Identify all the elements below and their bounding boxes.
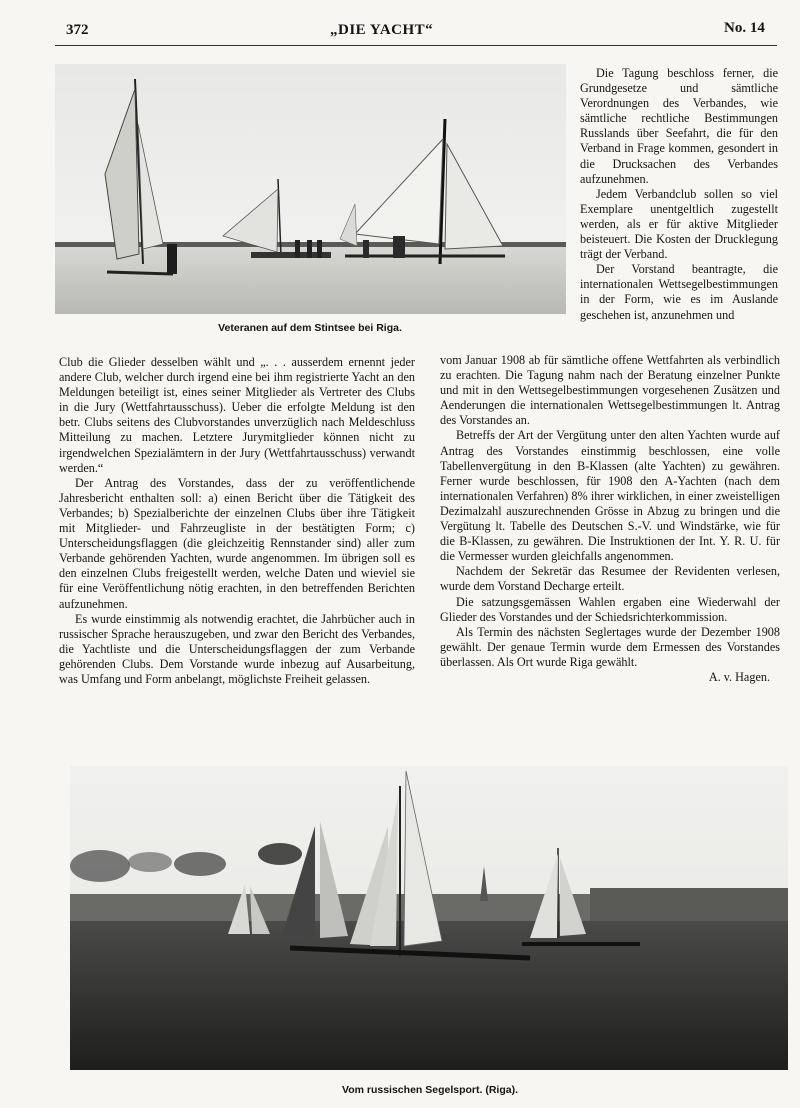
paragraph: vom Januar 1908 ab für sämtliche offene Wettfahrten als verbindlich zu erachten. Die Tagung nahm nach der Beratung einzelner Punkte und mit in den Wettsegelbestimmungen vorgesehenen Zusätzen und Aenderungen die internationalen Wettsegelbestimmungen lt. Antrag des Vorstandes an. — [440, 353, 780, 428]
right-column-top — [580, 66, 778, 323]
paragraph: Die Tagung beschloss ferner, die Grundgesetze und sämtliche Verordnungen des Verbandes, wie sämtliche rechtliche Bestimmungen Russlands über Seefahrt, die für den Verband in Frage kommen, gesondert in die Drucksachen des Verbandes aufzunehmen. — [580, 66, 778, 186]
paragraph: Club die Glieder desselben wählt und „. . . ausserdem ernennt jeder andere Club, welcher durch irgend eine bei ihm registrierte Yacht an den Meldungen beteiligt ist, eines seiner Mitglieder als Vertreter des Clubs in die Jury (Wettfahrtausschuss). Ueber die erfolgte Meldung ist den betr. Clubs seitens des Clubvorstandes unverzüglich nach Meldeschluss Mitteilung zu machen. Letztere Jurymitglieder können nicht zu irgendwelchen Spezialämtern in der Jury (Wettfahrtausschuss) verwandt werden.“ — [59, 355, 415, 475]
paragraph: Betreffs der Art der Vergütung unter den alten Yachten wurde auf Antrag des Vorstandes einstimmig beschlossen, eine volle Tabellenvergütung in den B-Klassen (alte Yachten) zu gewähren. Ferner wurde beschlossen, für 1908 den A-Yachten (nach dem internationalen Verfahren) 8% ihrer wirklichen, in einer zweistelligen Dezimalzahl auszurechnenden Grösse in Abzug zu bringen und die Vergütung lt. Tabelle des Deutschen S.-V. und Windstärke, wie für die B-Klassen, zu gewähren. Die Instruktionen der Int. Y. R. U. für die Vermesser wurden gleichfalls angenommen. — [440, 428, 780, 564]
paragraph: Der Antrag des Vorstandes, dass der zu veröffentlichende Jahresbericht enthalten soll: a) einen Bericht über die Tätigkeit des Verbandes; b) Spezialberichte der einzelnen Clubs über ihre Tätigkeit mit Mitglieder- und Fahrzeugliste in der bestätigten Form; c) Unterscheidungsflaggen (die gleichzeitig Rennstander sind) aller zum Verbande gehörenden Yachten, wurde angenommen. Im übrigen soll es den einzelnen Clubs freigestellt werden, welche Daten und wieviel sie für eine Veröffentlichung nötig erachten, in den betreffenden Berichten aufzunehmen. — [59, 475, 415, 611]
issue-number: No. 14 — [724, 20, 765, 36]
signature: A. v. Hagen. — [708, 669, 770, 684]
paragraph: Als Termin des nächsten Seglertages wurde der Dezember 1908 gewählt. Der genaue Termin wurde dem Ermessen des Vorstandes überlassen. Als Ort wurde Riga gewählt. — [440, 624, 780, 669]
paragraph: Es wurde einstimmig als notwendig erachtet, die Jahrbücher auch in russischer Sprache herauszugeben, und zwar den Bericht des Verbandes, die Yachtliste und die Unterscheidungsflaggen der zum Verbande gehörenden Clubs. Dem Vorstande wurde inbezug auf Ausarbeitung, was Umfang und Form anbelangt, möglichste Freiheit gelassen. — [59, 611, 415, 686]
page-number: 372 — [66, 22, 89, 38]
journal-title: „DIE YACHT“ — [330, 22, 434, 38]
paragraph: Der Vorstand beantragte, die internationalen Wettsegelbestimmungen in der Form, wie es im Auslande geschehen ist, anzunehmen und — [580, 262, 778, 322]
bottom-photo-caption: Vom russischen Segelsport. (Riga). — [341, 1084, 518, 1096]
paragraph: Die satzungsgemässen Wahlen ergaben eine Wiederwahl der Glieder des Vorstandes und der Schiedsrichterkommission. — [440, 594, 780, 624]
top-photo-caption: Veteranen auf dem Stintsee bei Riga. — [218, 322, 402, 334]
paragraph: Jedem Verbandclub sollen so viel Exemplare unentgeltlich zugestellt werden, als er für aktive Mitglieder beisteuert. Die Kosten der Drucklegung trägt der Verband. — [580, 186, 778, 262]
photo-sailing-yachts — [70, 766, 788, 1070]
photo-ice-yachts — [55, 64, 566, 314]
left-column — [59, 355, 415, 687]
right-column-bottom — [440, 353, 780, 685]
paragraph: Nachdem der Sekretär das Resumee der Revidenten verlesen, wurde dem Vorstand Decharge erteilt. — [440, 564, 780, 594]
header-divider — [55, 45, 777, 46]
